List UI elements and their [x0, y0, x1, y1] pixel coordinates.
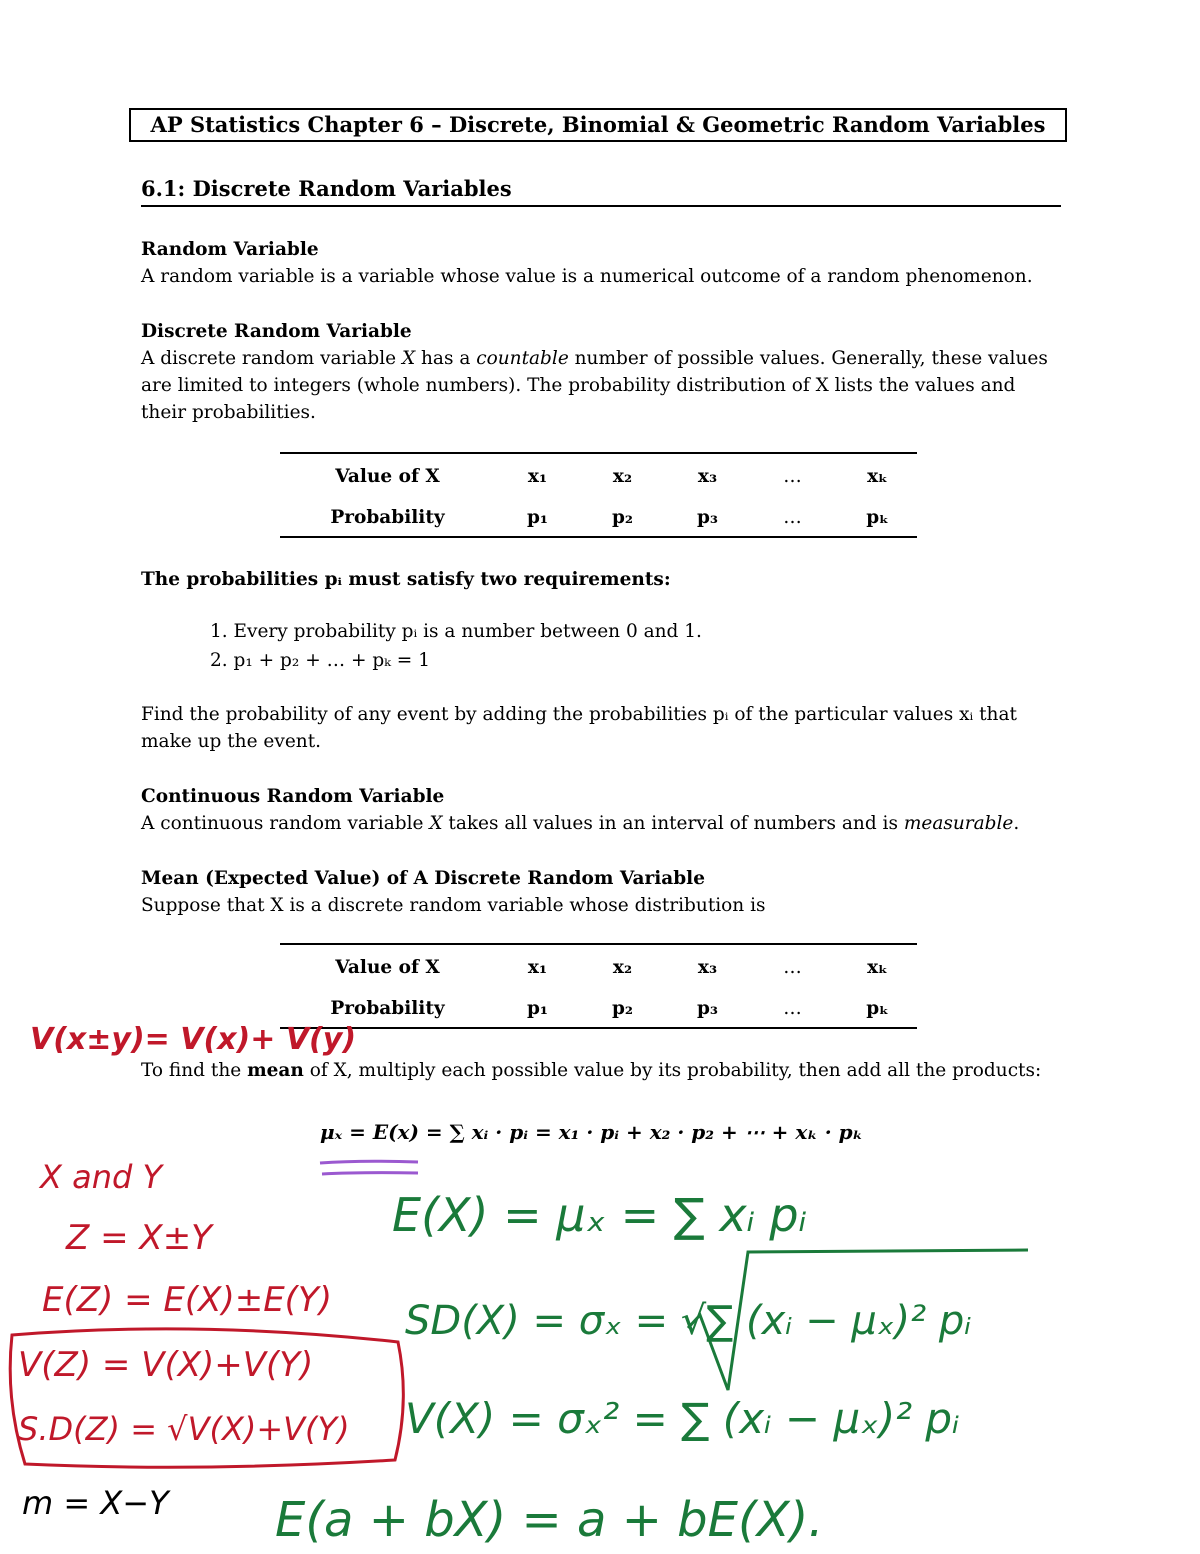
handwritten-note-green: V(X) = σₓ² = ∑ (xᵢ − μₓ)² pᵢ — [405, 1394, 960, 1443]
continuous-rv-pre: A continuous random variable — [141, 813, 430, 834]
continuous-rv-x: X — [429, 813, 443, 834]
continuous-rv-measurable: measurable — [903, 813, 1014, 834]
purple-underline — [322, 1173, 418, 1174]
mean-text: Suppose that X is a discrete random variable whose distribution is — [141, 895, 766, 916]
table-cell: Value of X — [335, 957, 440, 978]
table-cell: x₃ — [697, 957, 718, 978]
handwritten-note-red: Z = X±Y — [66, 1218, 212, 1258]
continuous-rv-mid: takes all values in an interval of numbers and is — [442, 813, 904, 834]
table-cell: x₁ — [527, 957, 548, 978]
mean-instruction-pre: To find the — [141, 1060, 248, 1081]
discrete-rv-line1-pre: A discrete random variable — [141, 348, 402, 369]
table-cell: p₃ — [696, 507, 719, 528]
handwritten-note-red: V(x±y)= V(x)+ V(y) — [30, 1022, 357, 1057]
mean-instruction-bold: mean — [247, 1060, 304, 1081]
random-variable-heading: Random Variable — [141, 239, 319, 260]
table-cell: Probability — [330, 998, 445, 1019]
table-cell: … — [783, 957, 802, 978]
purple-underline — [320, 1161, 418, 1163]
section-heading: 6.1: Discrete Random Variables — [141, 175, 1061, 207]
handwritten-note-green: E(a + bX) = a + bE(X). — [275, 1492, 824, 1548]
table-cell: Probability — [330, 507, 445, 528]
continuous-rv-heading: Continuous Random Variable — [141, 786, 445, 807]
table-cell: p₃ — [696, 998, 719, 1019]
table-cell: x₃ — [697, 466, 718, 487]
requirement-item-2: 2. p₁ + p₂ + … + pₖ = 1 — [210, 650, 430, 671]
random-variable-definition: A random variable is a variable whose value is a numerical outcome of a random phenomenon. — [141, 266, 1033, 287]
table-cell: xₖ — [867, 957, 888, 978]
handwritten-note-red: S.D(Z) = √V(X)+V(Y) — [18, 1410, 350, 1448]
table-cell: p₁ — [526, 998, 549, 1019]
handwritten-note-black: m = X−Y — [22, 1484, 169, 1522]
table-cell: p₂ — [611, 507, 634, 528]
handwritten-note-green: SD(X) = σₓ = √∑ (xᵢ − μₓ)² pᵢ — [405, 1298, 972, 1344]
table-cell: p₁ — [526, 507, 549, 528]
handwritten-note-green: E(X) = μₓ = ∑ xᵢ pᵢ — [392, 1188, 807, 1242]
requirement-item-1: 1. Every probability pᵢ is a number between 0 and 1. — [210, 621, 702, 642]
find-event-line2: make up the event. — [141, 731, 322, 752]
discrete-rv-line1-mid: has a — [415, 348, 477, 369]
table-cell: x₁ — [527, 466, 548, 487]
handwritten-note-red: X and Y — [40, 1158, 163, 1196]
document-title: AP Statistics Chapter 6 – Discrete, Binomial & Geometric Random Variables — [129, 108, 1067, 142]
table-cell: pₖ — [866, 998, 889, 1019]
discrete-rv-line2: are limited to integers (whole numbers). The probability distribution of X lists the values and — [141, 375, 1016, 396]
handwritten-note-red: V(Z) = V(X)+V(Y) — [18, 1345, 314, 1385]
continuous-rv-post: . — [1013, 813, 1020, 834]
table-cell: pₖ — [866, 507, 889, 528]
requirements-heading: The probabilities pᵢ must satisfy two requirements: — [141, 569, 671, 590]
table-cell: … — [783, 507, 802, 528]
table-cell: x₂ — [612, 466, 633, 487]
mean-instruction-post: of X, multiply each possible value by its probability, then add all the products: — [303, 1060, 1042, 1081]
find-event-line1: Find the probability of any event by adding the probabilities pᵢ of the particular values xᵢ that — [141, 704, 1017, 725]
discrete-rv-line3: their probabilities. — [141, 402, 316, 423]
table-cell: p₂ — [611, 998, 634, 1019]
table-cell: xₖ — [867, 466, 888, 487]
discrete-rv-x: X — [401, 348, 416, 369]
mean-heading: Mean (Expected Value) of A Discrete Random Variable — [141, 868, 705, 889]
table-cell: x₂ — [612, 957, 633, 978]
discrete-rv-line1-post: number of possible values. Generally, these values — [568, 348, 1048, 369]
discrete-rv-countable: countable — [476, 348, 569, 369]
table-cell: … — [783, 466, 802, 487]
table-cell: … — [783, 998, 802, 1019]
discrete-rv-heading: Discrete Random Variable — [141, 321, 412, 342]
handwritten-note-red: E(Z) = E(X)±E(Y) — [42, 1280, 332, 1320]
table-cell: Value of X — [335, 466, 440, 487]
mean-formula: μₓ = E(x) = ∑ xᵢ · pᵢ = x₁ · pᵢ + x₂ · p₂ + ⋯ + xₖ · pₖ — [320, 1120, 864, 1144]
